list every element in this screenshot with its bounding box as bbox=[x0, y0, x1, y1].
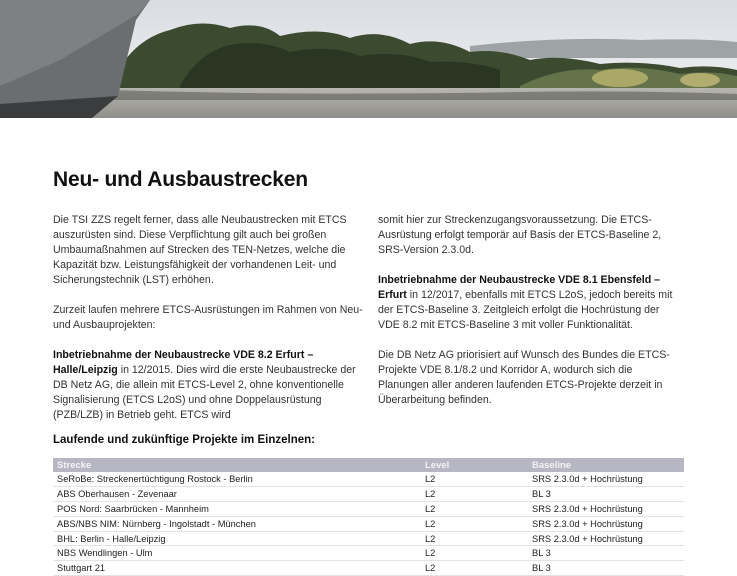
paragraph: Die TSI ZZS regelt ferner, dass alle Neubaustrecken mit ETCS auszurüsten sind. Diese Verpflichtung gilt auch bei großen Umbaumaßnahmen auf Strecken des TEN-Netzes, welche die Kapazität bzw. Leistungsfähigkeit der vorhandenen Leit- und Sicherungstechnik (LST) erhöhen. bbox=[53, 214, 347, 286]
column-header-baseline: Baseline bbox=[528, 458, 684, 472]
cell-strecke: POS Nord: Saarbrücken - Mannheim bbox=[53, 502, 421, 517]
table-row bbox=[53, 561, 684, 576]
cell-strecke: ABS/NBS NIM: Nürnberg - Ingolstadt - München bbox=[53, 516, 421, 531]
paragraph bbox=[378, 273, 683, 333]
cell-level: L2 bbox=[421, 546, 528, 561]
table-heading: Laufende und zukünftige Projekte im Einzelnen: bbox=[53, 434, 315, 446]
table-row bbox=[53, 502, 684, 517]
paragraph: Zurzeit laufen mehrere ETCS-Ausrüstungen im Rahmen von Neu- und Ausbauprojekten: bbox=[53, 304, 363, 331]
cell-strecke: Stuttgart 21 bbox=[53, 561, 421, 576]
paragraph: Die DB Netz AG priorisiert auf Wunsch des Bundes die ETCS-Projekte VDE 8.1/8.2 und Korridor A, wodurch sich die Planungen aller anderen laufenden ETCS-Projekte derzeit in Überarbeitung befinden. bbox=[378, 349, 670, 406]
cell-baseline: BL 3 bbox=[528, 487, 684, 502]
cell-level: L2 bbox=[421, 531, 528, 546]
cell-level: L2 bbox=[421, 487, 528, 502]
header-landscape-image bbox=[0, 0, 737, 118]
column-header-strecke: Strecke bbox=[53, 458, 421, 472]
cell-baseline: BL 3 bbox=[528, 561, 684, 576]
paragraph bbox=[53, 348, 365, 423]
right-text-column bbox=[378, 213, 683, 423]
table-row bbox=[53, 487, 684, 502]
projects-table bbox=[53, 458, 684, 576]
cell-strecke: ABS Oberhausen - Zevenaar bbox=[53, 487, 421, 502]
cell-level: L2 bbox=[421, 472, 528, 487]
paragraph-text: in 12/2015. Dies wird die erste Neubaustrecke der DB Netz AG, die allein mit ETCS-Level 2, ohne konventionelle Signalisierung (ETCS L2oS) und ohne Doppelausrüstung (PZB/LZB) in Betrieb geht. ETCS wird bbox=[53, 364, 356, 421]
cell-strecke: BHL: Berlin - Halle/Leipzig bbox=[53, 531, 421, 546]
cell-strecke: NBS Wendlingen - Ulm bbox=[53, 546, 421, 561]
column-header-level: Level bbox=[421, 458, 528, 472]
paragraph-text: in 12/2017, ebenfalls mit ETCS L2oS, jedoch bereits mit der ETCS-Baseline 3. Zeitgleich erfolgt die Hochrüstung der VDE 8.2 mit ETCS-Baseline 3 mit voller Funktionalität. bbox=[378, 289, 673, 331]
table-row bbox=[53, 516, 684, 531]
cell-strecke: SeRoBe: Streckenertüchtigung Rostock - Berlin bbox=[53, 472, 421, 487]
table-row bbox=[53, 472, 684, 487]
table-header-row bbox=[53, 458, 684, 472]
table-row bbox=[53, 531, 684, 546]
cell-baseline: SRS 2.3.0d + Hochrüstung bbox=[528, 502, 684, 517]
paragraph-bold-lead: Inbetriebnahme der Neubaustrecke VDE 8.2 Erfurt – Halle/Leipzig bbox=[53, 349, 314, 376]
cell-baseline: SRS 2.3.0d + Hochrüstung bbox=[528, 516, 684, 531]
table-row bbox=[53, 546, 684, 561]
left-text-column bbox=[53, 213, 365, 438]
cell-level: L2 bbox=[421, 516, 528, 531]
cell-baseline: SRS 2.3.0d + Hochrüstung bbox=[528, 531, 684, 546]
cell-baseline: SRS 2.3.0d + Hochrüstung bbox=[528, 472, 684, 487]
paragraph: somit hier zur Streckenzugangsvoraussetzung. Die ETCS-Ausrüstung erfolgt temporär auf Basis der ETCS-Baseline 2, SRS-Version 2.3.0d. bbox=[378, 214, 662, 256]
cell-level: L2 bbox=[421, 502, 528, 517]
page-title: Neu- und Ausbaustrecken bbox=[53, 168, 308, 191]
paragraph-bold-lead: Inbetriebnahme der Neubaustrecke VDE 8.1 Ebensfeld – Erfurt bbox=[378, 274, 661, 301]
cell-baseline: BL 3 bbox=[528, 546, 684, 561]
cell-level: L2 bbox=[421, 561, 528, 576]
